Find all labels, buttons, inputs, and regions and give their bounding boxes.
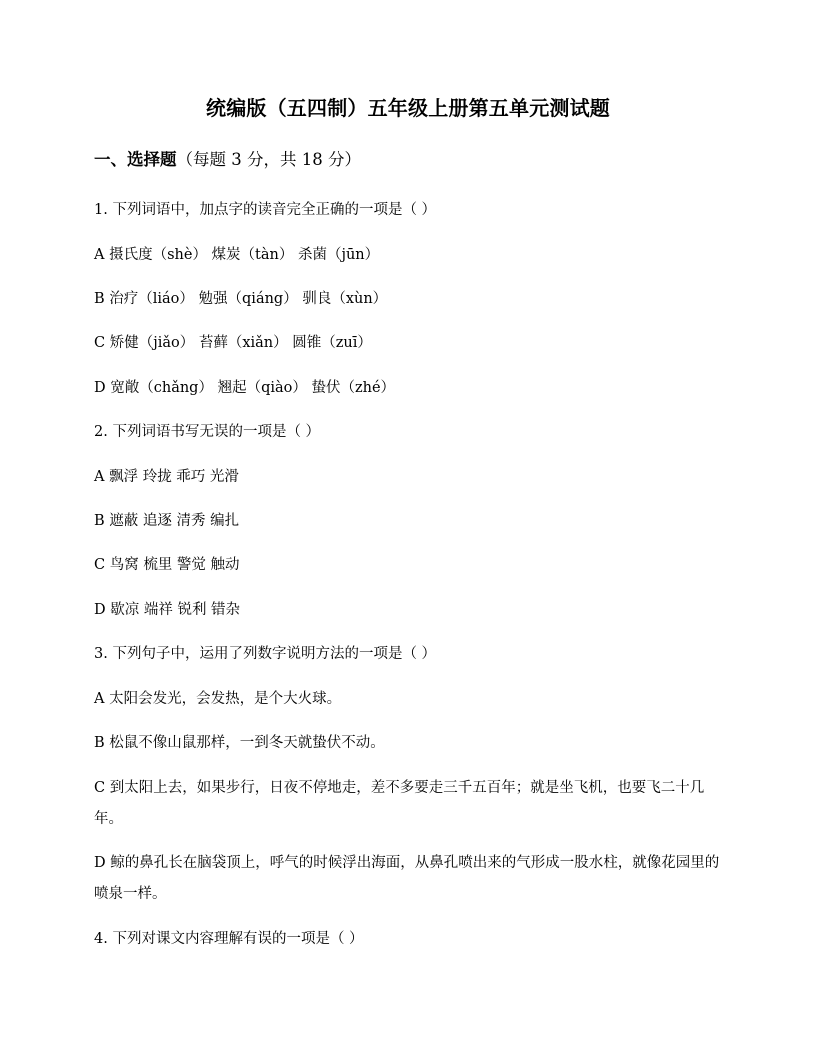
question-4-stem: 4. 下列对课文内容理解有误的一项是（ ） [94, 931, 364, 947]
question-1-option-b: B 治疗（liáo） 勉强（qiáng） 驯良（xùn） [94, 291, 388, 307]
question-1-option-a: A 摄氏度（shè） 煤炭（tàn） 杀菌（jūn） [94, 247, 380, 263]
question-3-option-a: A 太阳会发光，会发热，是个大火球。 [94, 691, 342, 707]
question-2-option-a: A 飘浮 玲拢 乖巧 光滑 [94, 469, 239, 485]
question-3-option-c: C 到太阳上去，如果步行，日夜不停地走，差不多要走三千五百年；就是坐飞机，也要飞二十几年。 [94, 780, 705, 827]
question-2-stem: 2. 下列词语书写无误的一项是（ ） [94, 424, 321, 440]
question-1-stem: 1. 下列词语中，加点字的读音完全正确的一项是（ ） [94, 202, 437, 218]
section-label: 一、选择题 [94, 150, 177, 169]
question-2-option-c: C 鸟窝 梳里 警觉 触动 [94, 557, 240, 573]
section-heading [94, 148, 361, 172]
question-3-option-b: B 松鼠不像山鼠那样，一到冬天就蛰伏不动。 [94, 735, 385, 751]
question-1-option-c: C 矫健（jiǎo） 苔藓（xiǎn） 圆锥（zuī） [94, 335, 372, 351]
question-2-option-d: D 歇凉 端祥 锐利 错杂 [94, 602, 241, 618]
question-1-option-d: D 宽敞（chǎng） 翘起（qiào） 蛰伏（zhé） [94, 380, 396, 396]
question-2-option-b: B 遮蔽 追逐 清秀 编扎 [94, 513, 240, 529]
document-title: 统编版（五四制）五年级上册第五单元测试题 [206, 96, 610, 120]
question-3-stem: 3. 下列句子中，运用了列数字说明方法的一项是（ ） [94, 646, 437, 662]
section-note: （每题 3 分，共 18 分） [176, 150, 361, 169]
question-3-option-d: D 鲸的鼻孔长在脑袋顶上，呼气的时候浮出海面，从鼻孔喷出来的气形成一股水柱，就像花园里的喷泉一样。 [94, 855, 720, 902]
